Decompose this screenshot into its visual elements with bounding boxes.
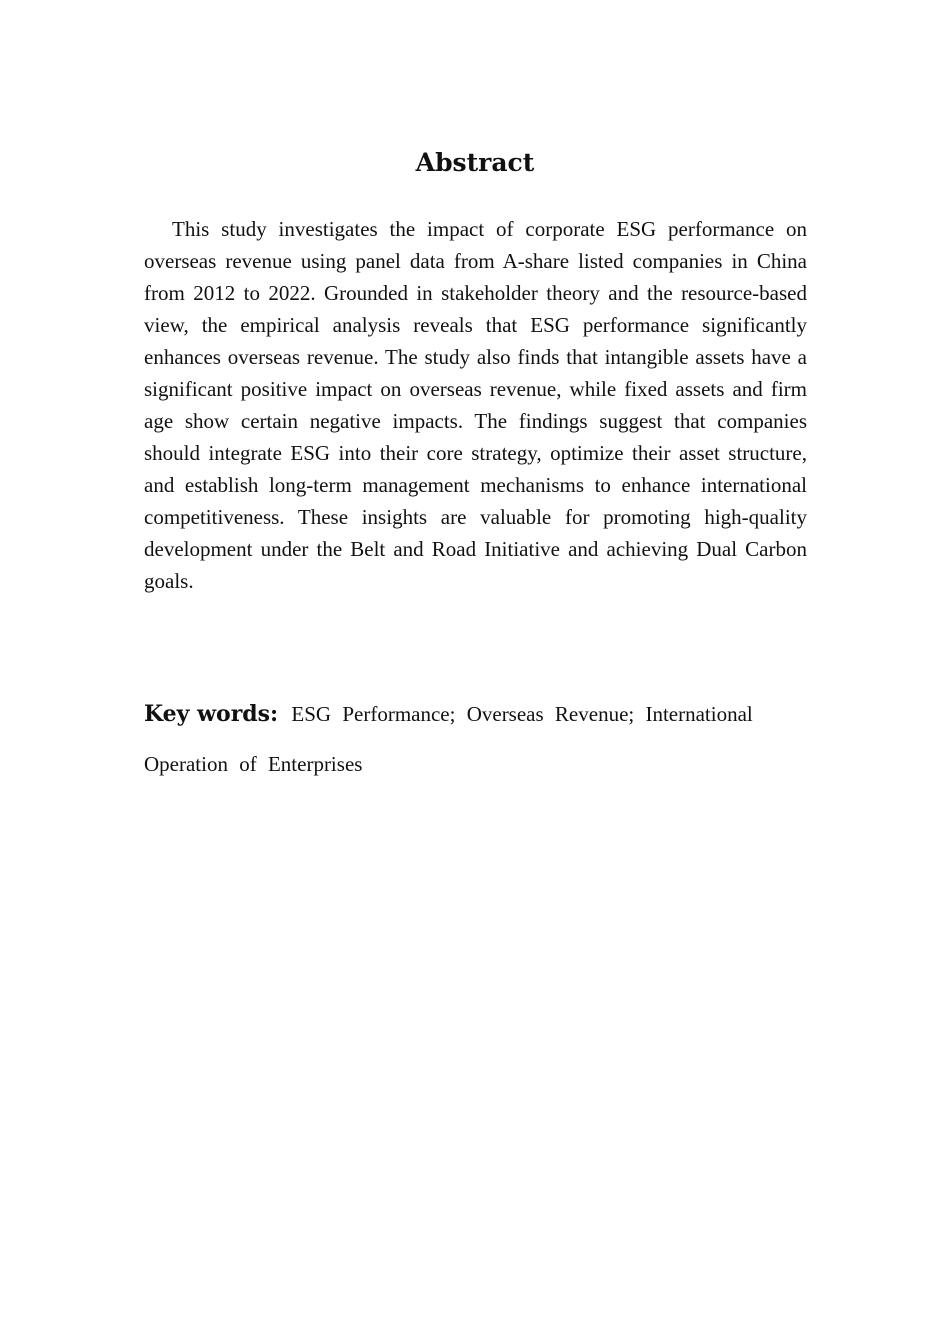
abstract-body: This study investigates the impact of corporate ESG performance on overseas revenue using panel data from A-share listed companies in China from 2012 to 2022. Grounded in stakeholder theory and the resource-based view, the empirical analysis reveals that ESG performance significantly enhances overseas revenue. The study also finds that intangible assets have a significant positive impact on overseas revenue, while fixed assets and firm age show certain negative impacts. The findings suggest that companies should integrate ESG into their core strategy, optimize their asset structure, and establish long-term management mechanisms to enhance international competitiveness. These insights are valuable for promoting high-quality development under the Belt and Road Initiative and achieving Dual Carbon goals.	[144, 217, 807, 593]
keywords-text: ESG Performance; Overseas Revenue; International Operation of Enterprises	[144, 702, 753, 776]
keywords-section	[144, 689, 807, 789]
abstract-title: Abstract	[415, 148, 535, 177]
keywords-label: Key words:	[144, 701, 279, 727]
